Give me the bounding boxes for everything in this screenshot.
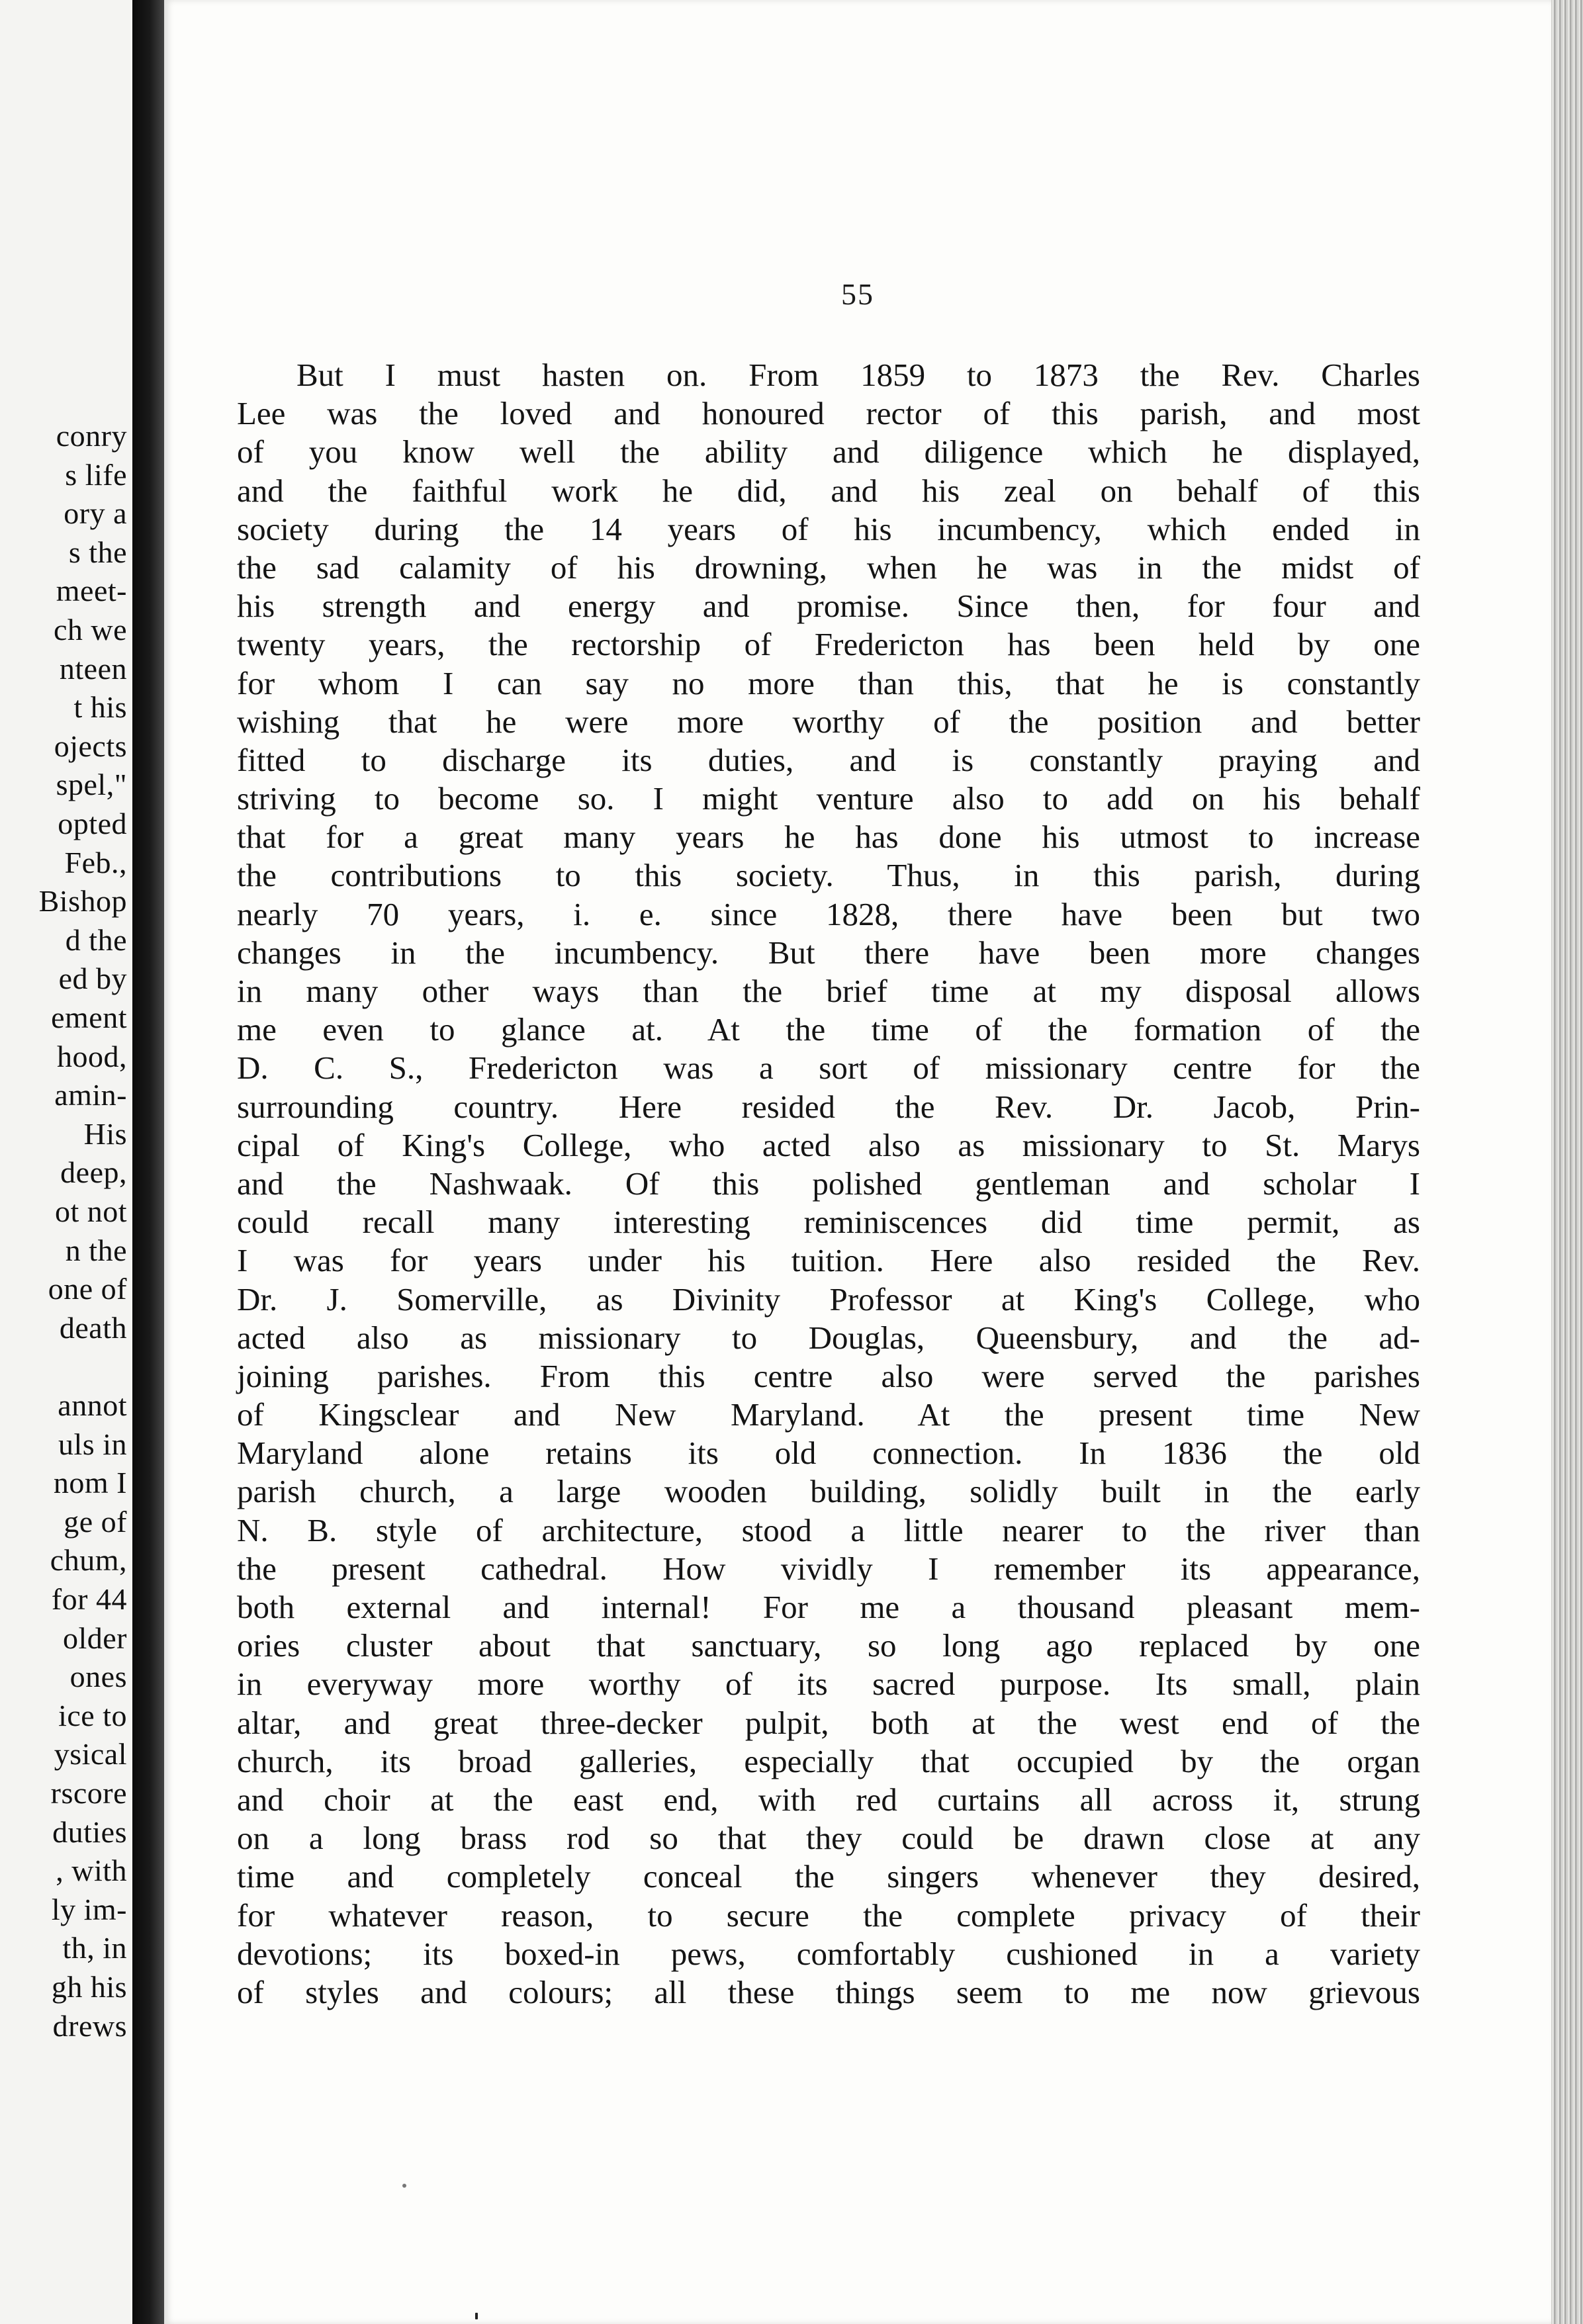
facing-page-text-fragment: d the xyxy=(65,922,127,957)
facing-page-text-fragment: one of xyxy=(48,1272,127,1306)
facing-page-text-fragment: ed by xyxy=(58,961,127,996)
facing-page-text-fragment: ge of xyxy=(64,1504,127,1539)
facing-page-text-fragment: nteen xyxy=(59,651,127,686)
text-line: and the Nashwaak. Of this polished gentleman and scholar I xyxy=(237,1165,1420,1202)
text-line: I was for years under his tuition. Here also resided the Rev. xyxy=(237,1242,1420,1279)
text-line: fitted to discharge its duties, and is constantly praying and xyxy=(237,741,1420,778)
text-line: and the faithful work he did, and his zeal on behalf of this xyxy=(237,472,1420,509)
facing-page-text-fragment: Feb., xyxy=(64,845,127,879)
text-line: D. C. S., Fredericton was a sort of missionary centre for the xyxy=(237,1050,1420,1087)
text-line: on a long brass rod so that they could be drawn close at any xyxy=(237,1820,1420,1857)
facing-page-text-fragment: rscore xyxy=(50,1776,127,1810)
text-line: society during the 14 years of his incumbency, which ended in xyxy=(237,510,1420,547)
text-line: me even to glance at. At the time of the formation of the xyxy=(237,1011,1420,1048)
page-body-text xyxy=(237,356,1420,2012)
text-line: twenty years, the rectorship of Fredericton has been held by one xyxy=(237,626,1420,663)
facing-page-text-fragment: , with xyxy=(56,1854,127,1888)
facing-page-text-fragment: ement xyxy=(51,1001,127,1034)
text-line: the present cathedral. How vividly I remember its appearance, xyxy=(237,1550,1420,1587)
text-line: both external and internal! For me a thousand pleasant mem- xyxy=(237,1589,1420,1625)
facing-page-text-fragment: ly im- xyxy=(51,1892,127,1926)
text-line: Lee was the loved and honoured rector of this parish, and most xyxy=(237,395,1420,432)
book-gutter xyxy=(132,0,164,2324)
text-line: of you know well the ability and diligence which he displayed, xyxy=(237,433,1420,470)
facing-page-text-fragment: ot not xyxy=(54,1194,127,1228)
facing-page-text-fragment: meet- xyxy=(56,574,127,608)
facing-page-text-fragment: ch we xyxy=(53,613,127,647)
facing-page-text-fragment: spel," xyxy=(56,768,127,802)
text-line: time and completely conceal the singers whenever they desired, xyxy=(237,1858,1420,1895)
text-line: wishing that he were more worthy of the position and better xyxy=(237,703,1420,740)
text-line: striving to become so. I might venture also to add on his behalf xyxy=(237,780,1420,817)
text-line: surrounding country. Here resided the Rev. Dr. Jacob, Prin- xyxy=(237,1088,1420,1125)
facing-page-text-fragment: for 44 xyxy=(51,1582,127,1616)
facing-page-text-fragment: duties xyxy=(52,1814,127,1849)
facing-page-text-fragment: deep, xyxy=(60,1155,127,1190)
book-page xyxy=(164,0,1551,2324)
text-line: Dr. J. Somerville, as Divinity Professor at King's College, who xyxy=(237,1280,1420,1318)
facing-page-text-fragment: chum, xyxy=(50,1543,127,1578)
text-line: of styles and colours; all these things seem to me now grievous xyxy=(237,1973,1420,2010)
text-line: acted also as missionary to Douglas, Queensbury, and the ad- xyxy=(237,1319,1420,1356)
text-line: the sad calamity of his drowning, when he was in the midst of xyxy=(237,549,1420,586)
facing-page-text-fragment: ysical xyxy=(54,1737,127,1771)
text-line: ories cluster about that sanctuary, so long ago replaced by one xyxy=(237,1627,1420,1664)
facing-page-text-fragment: Bishop xyxy=(38,884,127,918)
text-line: altar, and great three-decker pulpit, both at the west end of the xyxy=(237,1704,1420,1741)
paper-speck xyxy=(475,2313,478,2319)
text-line: parish church, a large wooden building, solidly built in the early xyxy=(237,1473,1420,1510)
text-line: of Kingsclear and New Maryland. At the present time New xyxy=(237,1396,1420,1433)
facing-page-text-fragment: ones xyxy=(69,1660,127,1694)
text-line: in everyway more worthy of its sacred purpose. Its small, plain xyxy=(237,1666,1420,1703)
page-edge xyxy=(1551,0,1583,2324)
text-line: Maryland alone retains its old connection. In 1836 the old xyxy=(237,1435,1420,1472)
facing-page-text-fragment: t his xyxy=(73,690,127,725)
facing-page-text-fragment: opted xyxy=(58,807,127,840)
facing-page-text-fragment: th, in xyxy=(62,1931,127,1965)
facing-page-text-fragment: ice to xyxy=(58,1698,127,1732)
text-line: changes in the incumbency. But there have been more changes xyxy=(237,934,1420,971)
text-line: But I must hasten on. From 1859 to 1873 the Rev. Charles xyxy=(296,357,1420,393)
text-line: joining parishes. From this centre also were served the parishes xyxy=(237,1357,1420,1394)
page-number: 55 xyxy=(841,277,874,311)
text-line: church, its broad galleries, especially that occupied by the organ xyxy=(237,1742,1420,1779)
facing-page-text-fragment: s the xyxy=(68,535,127,569)
text-line: cipal of King's College, who acted also as missionary to St. Marys xyxy=(237,1126,1420,1163)
facing-page-text-fragment: n the xyxy=(65,1233,127,1267)
facing-page-text-fragment: ory a xyxy=(64,496,127,531)
facing-page-text-fragment: conry xyxy=(56,419,127,453)
facing-page-text-fragment: hood, xyxy=(57,1039,127,1073)
facing-page-text-fragment: gh his xyxy=(51,1970,127,2004)
text-line: for whom I can say no more than this, that he is constantly xyxy=(237,664,1420,701)
text-line: could recall many interesting reminiscences did time permit, as xyxy=(237,1204,1420,1241)
facing-page-text-fragment: amin- xyxy=(54,1078,127,1112)
facing-page-text-fragment: death xyxy=(59,1310,127,1345)
facing-page-text-fragment: nom I xyxy=(53,1466,127,1500)
facing-page-fragment xyxy=(0,0,132,2324)
text-line: the contributions to this society. Thus, in this parish, during xyxy=(237,857,1420,894)
text-line: for whatever reason, to secure the complete privacy of their xyxy=(237,1897,1420,1934)
facing-page-text-fragment: annot xyxy=(58,1388,127,1422)
text-line: devotions; its boxed-in pews, comfortably cushioned in a variety xyxy=(237,1935,1420,1972)
text-line: and choir at the east end, with red curtains all across it, strung xyxy=(237,1781,1420,1818)
text-line: in many other ways than the brief time at my disposal allows xyxy=(237,973,1420,1009)
facing-page-text-fragment: drews xyxy=(52,2008,127,2043)
facing-page-text-fragment: s life xyxy=(65,457,127,492)
facing-page-text-fragment: uls in xyxy=(58,1427,127,1461)
facing-page-text-fragment: older xyxy=(62,1621,127,1655)
facing-page-text-fragment: ojects xyxy=(54,729,127,763)
text-line: that for a great many years he has done his utmost to increase xyxy=(237,819,1420,856)
paper-speck xyxy=(402,2184,406,2188)
text-line: his strength and energy and promise. Since then, for four and xyxy=(237,588,1420,625)
text-line: nearly 70 years, i. e. since 1828, there have been but two xyxy=(237,895,1420,932)
facing-page-text-fragment: His xyxy=(83,1116,127,1151)
text-line: N. B. style of architecture, stood a little nearer to the river than xyxy=(237,1511,1420,1548)
